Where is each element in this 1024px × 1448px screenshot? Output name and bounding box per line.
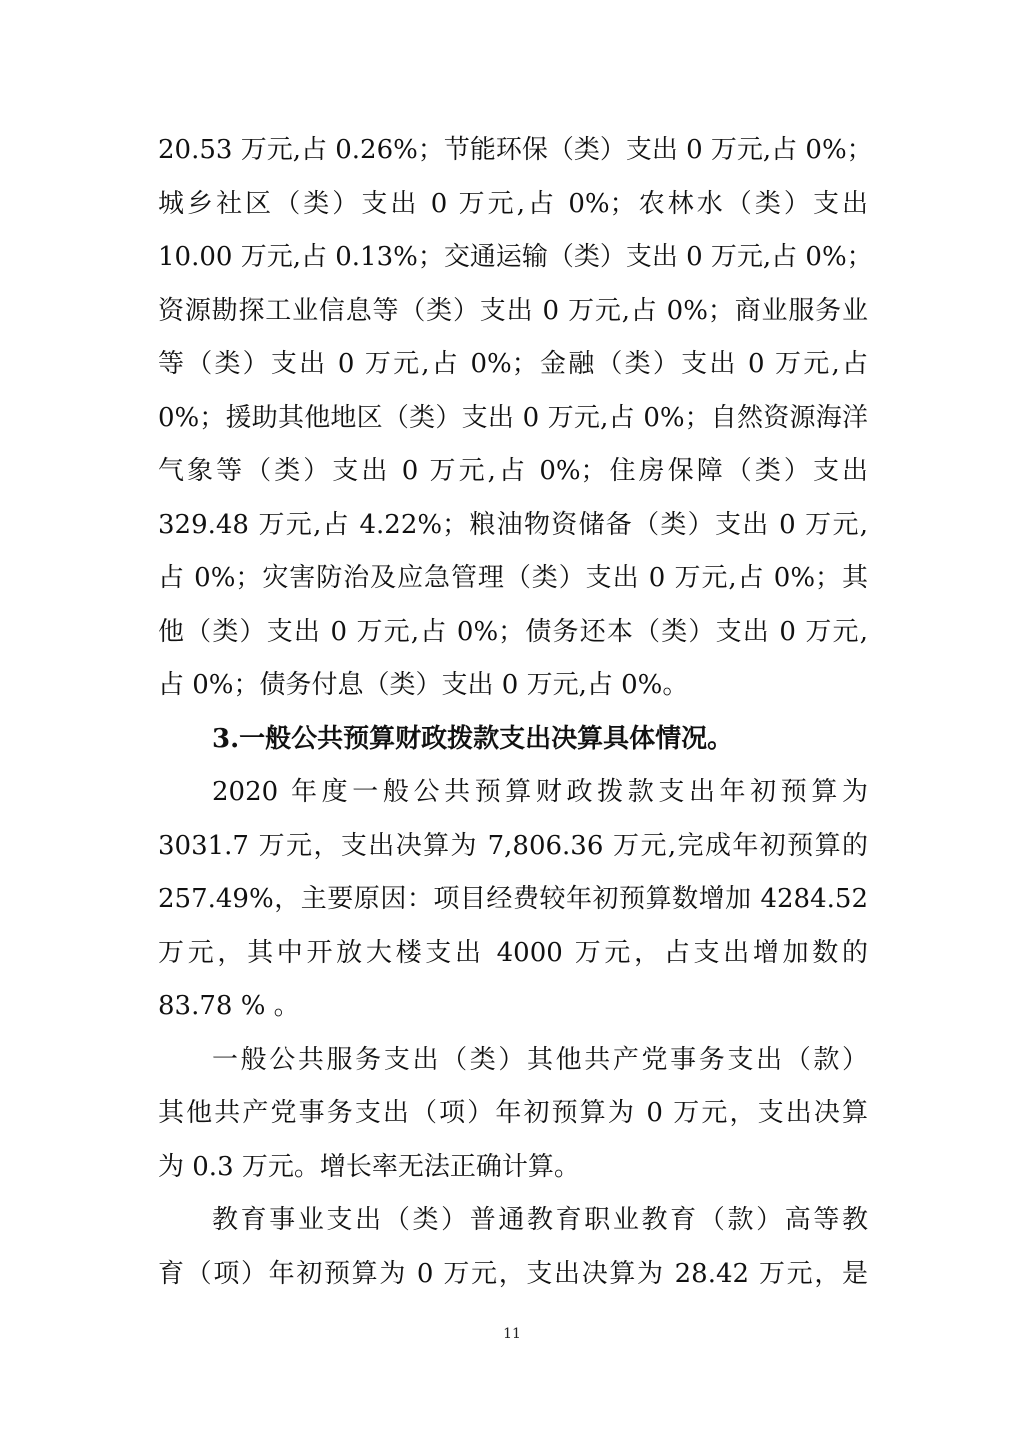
text-line: 20.53 万元,占 0.26%；节能环保（类）支出 0 万元,占 0%； [158, 135, 873, 165]
section-heading [158, 713, 868, 767]
text-line: 一般公共服务支出（类）其他共产党事务支出（款） [212, 1044, 868, 1075]
text-line: 3031.7 万元，支出决算为 7,806.36 万元,完成年初预算的 [158, 830, 868, 861]
text-line: 气象等（类）支出 0 万元,占 0%；住房保障（类）支出 [158, 456, 868, 486]
text-line: 83.78 % 。 [158, 991, 300, 1021]
text-line: 教育事业支出（类）普通教育职业教育（款）高等教 [212, 1205, 868, 1235]
text-line: 他（类）支出 0 万元,占 0%；债务还本（类）支出 0 万元, [158, 616, 868, 647]
paragraph-expenditure-breakdown [158, 124, 873, 713]
text-line: 资源勘探工业信息等（类）支出 0 万元,占 0%；商业服务业 [158, 295, 868, 326]
text-line: 0%；援助其他地区（类）支出 0 万元,占 0%；自然资源海洋 [158, 402, 868, 433]
paragraph-education [158, 1194, 868, 1301]
text-line: 其他共产党事务支出（项）年初预算为 0 万元，支出决算 [158, 1098, 868, 1128]
paragraph-public-service [158, 1034, 868, 1195]
text-line: 育（项）年初预算为 0 万元，支出决算为 28.42 万元，是 [158, 1258, 868, 1289]
paragraph-budget-summary [158, 766, 868, 1034]
text-line: 城乡社区（类）支出 0 万元,占 0%；农林水（类）支出 [158, 188, 868, 219]
text-line: 万元，其中开放大楼支出 4000 万元，占支出增加数的 [158, 937, 868, 968]
text-line: 占 0%；灾害防治及应急管理（类）支出 0 万元,占 0%；其 [158, 563, 868, 593]
text-line: 占 0%；债务付息（类）支出 0 万元,占 0%。 [158, 670, 689, 700]
text-line: 257.49%，主要原因：项目经费较年初预算数增加 4284.52 [158, 884, 868, 914]
text-line: 为 0.3 万元。增长率无法正确计算。 [158, 1151, 580, 1182]
text-line: 等（类）支出 0 万元,占 0%；金融（类）支出 0 万元,占 [158, 349, 868, 379]
text-line: 2020 年度一般公共预算财政拨款支出年初预算为 [212, 777, 868, 807]
page-number: 11 [503, 1326, 521, 1342]
text-line: 329.48 万元,占 4.22%；粮油物资储备（类）支出 0 万元, [158, 509, 868, 540]
text-line: 10.00 万元,占 0.13%；交通运输（类）支出 0 万元,占 0%； [158, 242, 873, 272]
document-body [158, 124, 873, 1301]
heading-line: 3.一般公共预算财政拨款支出决算具体情况。 [212, 723, 734, 754]
